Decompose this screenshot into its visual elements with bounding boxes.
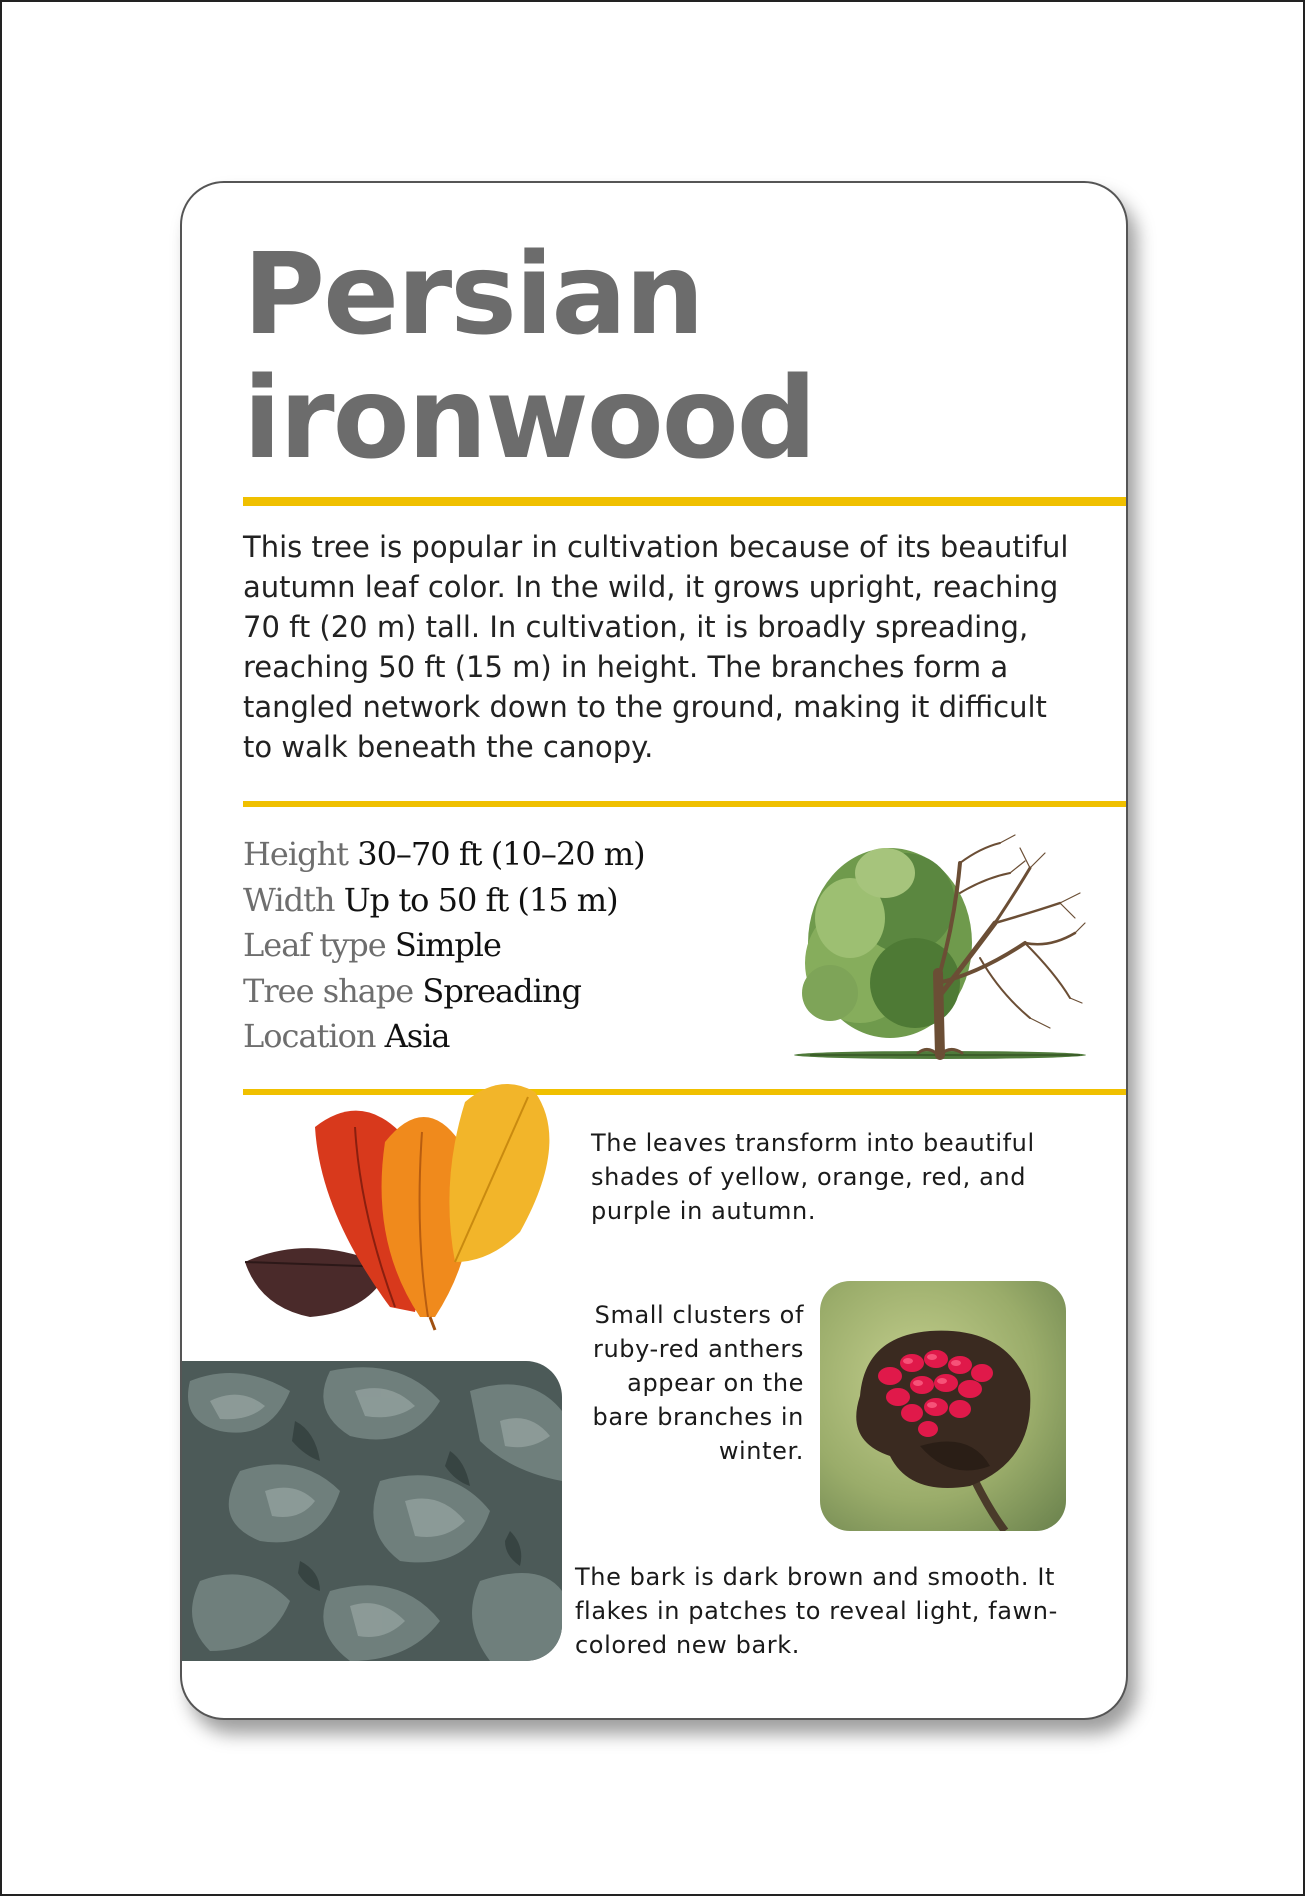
fact-label: Height [243, 835, 349, 873]
leaves-caption: The leaves transform into beautiful shades of yellow, orange, red, and purple in autumn. [591, 1129, 1035, 1225]
fact-height [243, 832, 803, 878]
species-description: This tree is popular in cultivation because of its beautiful autumn leaf color. In the wild, it grows upright, reaching 70 ft (20 m) tall. In cultivation, it is broadly spreading, reaching 50 ft (15 m) in height. The branches form a tangled network down to the ground, making it difficult to walk beneath the canopy. [243, 530, 1069, 764]
fact-value: Asia [384, 1017, 450, 1055]
title-line-1: Persian [243, 230, 703, 360]
fact-label: Location [243, 1017, 376, 1055]
title-line-2: ironwood [243, 354, 815, 484]
fact-width [243, 878, 803, 924]
anthers-caption: Small clusters of ruby-red anthers appear on the bare branches in winter. [592, 1301, 804, 1465]
fact-label: Width [243, 880, 335, 919]
fact-value: Spreading [422, 971, 581, 1010]
fact-tree-shape [243, 969, 803, 1015]
fact-value: Up to 50 ft (15 m) [343, 880, 618, 919]
description-divider [243, 801, 1128, 807]
title-divider [243, 497, 1128, 506]
fact-value: Simple [394, 926, 501, 964]
autumn-leaves-photo [240, 1072, 580, 1332]
anther-photo [820, 1281, 1066, 1531]
bark-photo [180, 1361, 562, 1661]
tree-illustration [790, 823, 1090, 1073]
fact-location [243, 1014, 803, 1060]
fact-label: Leaf type [243, 926, 386, 964]
fact-label: Tree shape [243, 971, 414, 1010]
species-title [243, 230, 1063, 484]
species-card [180, 181, 1128, 1720]
fact-value: 30–70 ft (10–20 m) [357, 835, 645, 873]
fact-leaf-type [243, 923, 803, 969]
fact-list [243, 832, 803, 1060]
bark-caption: The bark is dark brown and smooth. It flakes in patches to reveal light, fawn-colored new bark. [575, 1563, 1058, 1659]
